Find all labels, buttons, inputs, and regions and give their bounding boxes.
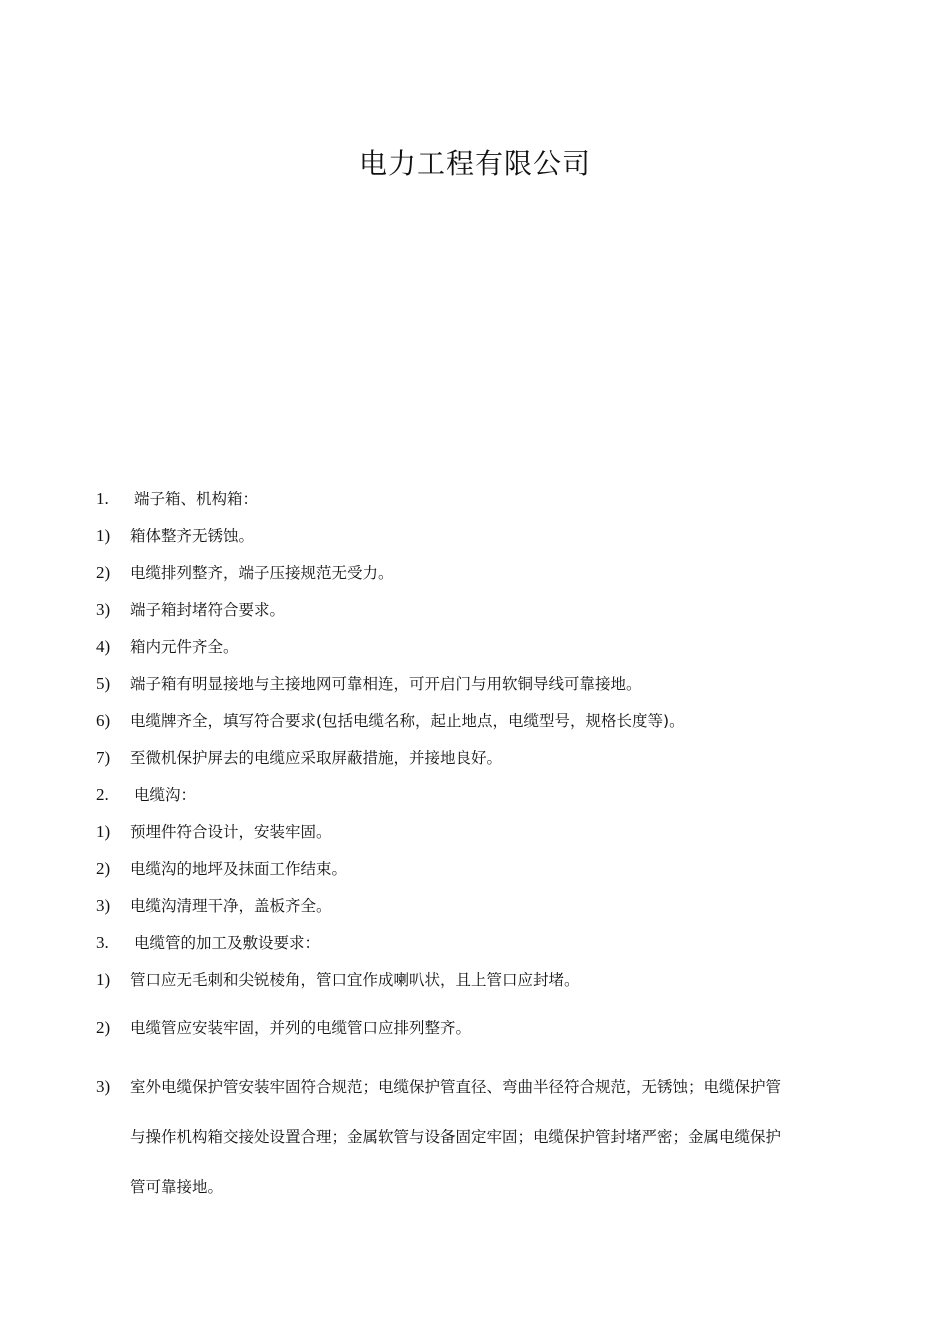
item-number: 1): [96, 526, 111, 545]
item-text-line: 与操作机构箱交接处设置合理；金属软管与设备固定牢固；电缆保护管封堵严密；金属电缆保护: [130, 1128, 782, 1146]
list-item: [96, 1018, 471, 1038]
item-number: 2): [96, 563, 111, 582]
section-heading: [96, 489, 258, 509]
list-item: [96, 822, 332, 842]
section-number: 2.: [96, 785, 109, 804]
document-title: 电力工程有限公司: [358, 147, 591, 180]
item-text: 端子箱有明显接地与主接地网可靠相连，可开启门与用软铜导线可靠接地。: [130, 675, 642, 693]
item-number: 3): [96, 600, 111, 619]
list-item: [96, 859, 347, 879]
item-text: 箱体整齐无锈蚀。: [130, 527, 255, 545]
item-number: 1): [96, 822, 111, 841]
section-heading: [96, 785, 196, 805]
list-item: [96, 526, 254, 546]
item-number: 3): [96, 896, 111, 915]
item-text: 管口应无毛刺和尖锐棱角，管口宜作成喇叭状，且上管口应封堵。: [130, 971, 580, 989]
item-number: 5): [96, 674, 111, 693]
item-text: 电缆沟清理干净，盖板齐全。: [130, 897, 332, 915]
item-number: 3): [96, 1077, 111, 1096]
item-number: 2): [96, 1018, 111, 1037]
item-text: 电缆牌齐全，填写符合要求(包括电缆名称，起止地点，电缆型号，规格长度等)。: [130, 712, 685, 730]
item-text: 预埋件符合设计，安装牢固。: [130, 823, 332, 841]
item-text: 电缆沟的地坪及抹面工作结束。: [130, 860, 348, 878]
item-number: 4): [96, 637, 111, 656]
section-heading-text: 端子箱、机构箱：: [134, 490, 259, 508]
item-text: 端子箱封堵符合要求。: [130, 601, 286, 619]
item-number: 1): [96, 970, 111, 989]
item-text: 电缆管应安装牢固，并列的电缆管口应排列整齐。: [130, 1019, 472, 1037]
item-number: 6): [96, 711, 111, 730]
list-item: [96, 674, 642, 694]
list-item: [96, 600, 285, 620]
list-item: [96, 711, 685, 731]
item-text-line: 室外电缆保护管安装牢固符合规范；电缆保护管直径、弯曲半径符合规范，无锈蚀；电缆保护管: [130, 1078, 782, 1096]
list-item: [96, 563, 394, 583]
item-text: 至微机保护屏去的电缆应采取屏蔽措施，并接地良好。: [130, 749, 503, 767]
item-number: 7): [96, 748, 111, 767]
section-heading: [96, 933, 320, 953]
list-item: [96, 970, 580, 990]
item-text-line: 管可靠接地。: [130, 1178, 224, 1196]
section-number: 3.: [96, 933, 109, 952]
section-heading-text: 电缆管的加工及敷设要求：: [134, 934, 321, 952]
list-item: [96, 896, 332, 916]
list-item: [96, 1077, 781, 1097]
section-heading-text: 电缆沟：: [134, 786, 197, 804]
section-number: 1.: [96, 489, 109, 508]
list-item: [96, 748, 502, 768]
list-item: [96, 637, 239, 657]
item-text: 电缆排列整齐，端子压接规范无受力。: [130, 564, 394, 582]
item-text: 箱内元件齐全。: [130, 638, 239, 656]
item-number: 2): [96, 859, 111, 878]
